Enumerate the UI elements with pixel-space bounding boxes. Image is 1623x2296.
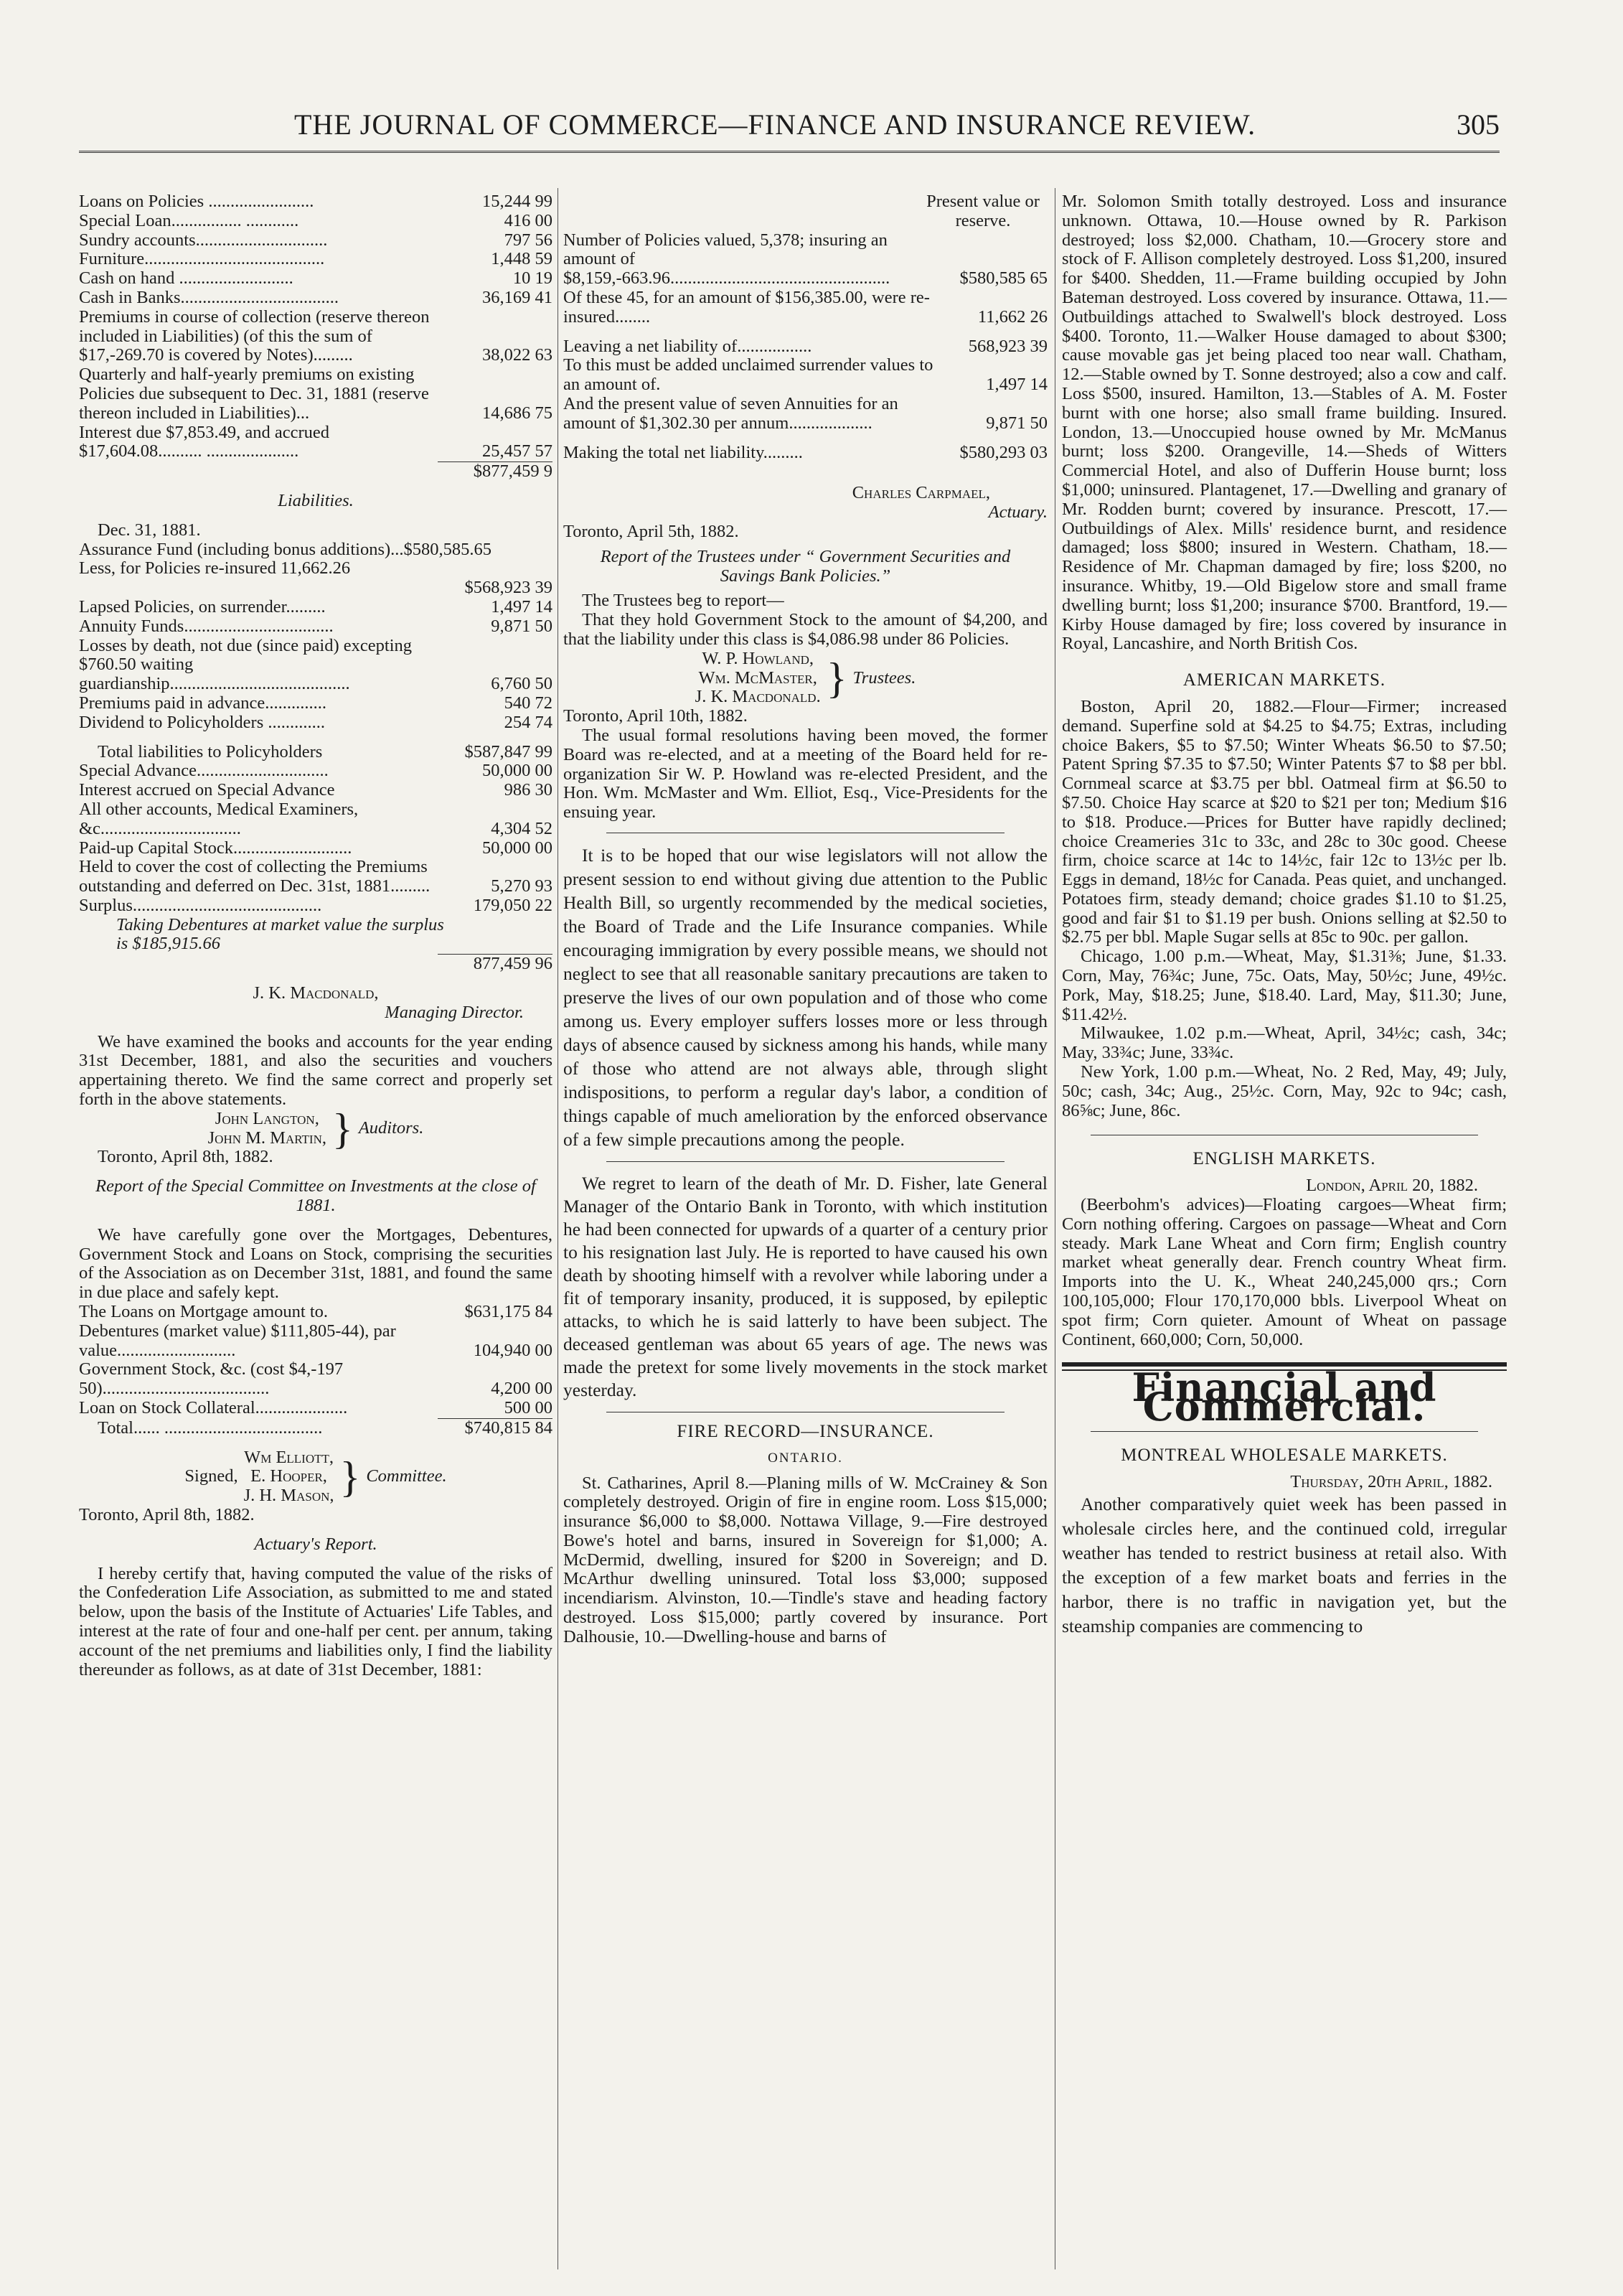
managing-director-title: Managing Director. xyxy=(385,1002,524,1022)
pv-row: And the present value of seven Annuities for an amount of $1,302.30 per annum................... 9,871 50 xyxy=(563,393,1048,433)
header-rule xyxy=(79,151,1500,153)
asset-row: Sundry accounts.............................. 797 56 xyxy=(79,230,552,250)
trustee-name: J. K. Macdonald. xyxy=(695,687,821,707)
asset-row: Cash in Banks.................................... 36,169 41 xyxy=(79,287,552,307)
present-value-heading: Present value or reserve. xyxy=(926,192,1040,230)
auditors-paragraph: We have examined the books and accounts for the year ending 31st December, 1881, and also the securities and vouchers appertaining thereto. We find the same correct and properly set forth in the above statements. xyxy=(79,1031,552,1110)
pv-row: Of these 45, for an amount of $156,385.00, were re-insured........ 11,662 26 xyxy=(563,287,1048,327)
committee-member: Wm Elliott, xyxy=(244,1447,334,1467)
liability-row: Special Advance.............................. 50,000 00 xyxy=(79,761,552,781)
investment-row: The Loans on Mortgage amount to. $631,175 84 xyxy=(79,1302,552,1322)
trustees-heading: Report of the Trustees under “ Government Securities and Savings Bank Policies.” xyxy=(600,546,1011,586)
asset-row: Loans on Policies ........................ 15,244 99 xyxy=(79,192,552,211)
liability-row: Interest accrued on Special Advance 986 30 xyxy=(79,780,552,800)
liabilities-list xyxy=(79,598,552,733)
managing-director-name: J. K. Macdonald, xyxy=(253,983,379,1003)
auditors-date: Toronto, April 8th, 1882. xyxy=(98,1147,273,1167)
liability-row: Premiums paid in advance.............. 540 72 xyxy=(79,693,552,713)
asset-row: Cash on hand .......................... 10 19 xyxy=(79,268,552,289)
brace-glyph: } xyxy=(826,654,847,702)
actuary-report-heading: Actuary's Report. xyxy=(254,1534,377,1554)
trustees-paragraph: That they hold Government Stock to the amount of $4,200, and that the liability under this class is $4,086.98 under 86 Policies. xyxy=(563,610,1048,649)
montreal-markets-heading: MONTREAL WHOLESALE MARKETS. xyxy=(1121,1445,1448,1466)
committee-heading: Report of the Special Committee on Investments at the close of 1881. xyxy=(95,1176,536,1216)
trustee-name: Wm. McMaster, xyxy=(698,667,817,688)
committee-member: E. Hooper, xyxy=(250,1466,327,1486)
page-number: 305 xyxy=(1457,108,1500,141)
liabilities-total-row: Total liabilities to Policyholders $587,847 99 xyxy=(98,741,552,762)
montreal-markets-date: Thursday, 20th April, 1882. xyxy=(1290,1471,1492,1491)
liability-row: All other accounts, Medical Examiners, &c................................ 4,304 52 xyxy=(79,799,552,838)
liability-row: Held to cover the cost of collecting the Premiums outstanding and deferred on Dec. 31st, 1881......... 5,270 93 xyxy=(79,857,552,896)
asset-row: Furniture......................................... 1,448 59 xyxy=(79,249,552,269)
fisher-obituary-paragraph: We regret to learn of the death of Mr. D. Fisher, late General Manager of the Ontario Bank in Toronto, with which institution he had been connected for upwards of a quarter of a century prior to his resignation last July. He is reported to have caused his own death by shooting himself with a revolver while laboring under a fit of temporary insanity, produced, it is supposed, by epileptic attacks, to which he is said latterly to have been subject. The deceased gentleman was about 65 years of age. The news was made the pretext for some lively movements in the stock market yesterday. xyxy=(563,1172,1048,1400)
committee-date: Toronto, April 8th, 1882. xyxy=(79,1505,255,1524)
assurance-fund-line-1: Assurance Fund (including bonus additions)...$580,585.65 xyxy=(79,539,492,559)
investments-list xyxy=(79,1303,552,1418)
liability-row: Losses by death, not due (since paid) excepting $760.50 waiting guardianship......................................... 6,760 50 xyxy=(79,635,552,694)
committee-paragraph: We have carefully gone over the Mortgages, Debentures, Government Stock and Loans on Stock, comprising the securities of the Association as on December 31st, 1881, and found the same in due place and safely kept. xyxy=(79,1224,552,1303)
committee-member: J. H. Mason, xyxy=(243,1486,334,1506)
page-header xyxy=(79,108,1500,151)
english-markets-paragraph: (Beerbohm's advices)—Floating cargoes—Wheat firm; Corn nothing offering. Cargoes on passage—Wheat and Corn steady. Mark Lane Wheat and Corn firm; English country market wheat generally dear. French country Wheat firm. Imports into the U. K., Wheat 240,245,000 qrs.; Corn 100,105,000; Flour 170,170,000 bbls. Liverpool Wheat on spot firm; Corn quieter. Amount of Wheat on passage Continent, 660,000; Corn, 50,000. xyxy=(1062,1195,1507,1349)
auditor-name: John M. Martin, xyxy=(207,1128,326,1148)
brace-glyph: } xyxy=(339,1453,361,1501)
asset-row: Special Loan................ ............ 416 00 xyxy=(79,210,552,230)
asset-row: Quarterly and half-yearly premiums on existing Policies due subsequent to Dec. 31, 1881 (reserve thereon included in Liabilities)... 14,686 75 xyxy=(79,365,552,423)
boston-market-paragraph: Boston, April 20, 1882.—Flour—Firmer; increased demand. Superfine sold at $4.25 to $4.75; Extras, including choice Bakers, $5 to $7.50; Winter Wheats $6.50 to $7.50; Patent Spring $7.35 to $7.50; Winter Patents $7 to $8 per bbl. Cornmeal scarce at $3.75 per bbl. Oatmeal firm at $6.50 to $7.50. Choice Hay scarce at $20 to $21 per ton; Medium $16 to $18. Produce.—Prices for Butter have rapidly declined; choice Creameries 31c to 33c, and 28c to 30c good. Cheese firm, choice scarce at 14c to 14½c, fair 12c to 13½c per lb. Eggs in demand, 18½c for Canada. Peas quiet, and unchanged. Potatoes firm, steady demand; choice grades $1.10 to $1.25, good and fair $1 to $1.19 per bush. Onions selling at $2.50 to $2.75 per bbl. Maple Sugar sells at 85c to 90c. per gallon. xyxy=(1062,696,1507,947)
pv-row: To this must be added unclaimed surrender values to an amount of. 1,497 14 xyxy=(563,355,1048,395)
asset-row: Premiums in course of collection (reserve thereon included in Liabilities) (of this the sum of $17,-269.70 is covered by Notes)......... 38,022 63 xyxy=(79,306,552,365)
liability-row: Dividend to Policyholders ............. 254 74 xyxy=(79,712,552,732)
column-1 xyxy=(79,192,552,1679)
investment-row: Government Stock, &c. (cost $4,-197 50)...................................... 4,200 00 xyxy=(79,1359,552,1399)
fire-record-continued: Mr. Solomon Smith totally destroyed. Loss and insurance unknown. Ottawa, 10.—House owned by R. Parkison destroyed; loss $2,000. Chatham, 10.—Grocery store and stock of F. Allison completely destroyed. Loss $1,200, insured for $400. Shedden, 11.—Frame building occupied by John Bateman destroyed. Loss covered by insurance. Ottawa, 11.—Outbuildings attached to Swalwell's block destroyed. Loss $400. Toronto, 11.—Walker House damaged to about $300; cause movable gas jet being placed too near wall. Chatham, 12.—Stable owned by T. Sonne destroyed; also a cow and calf. Loss $500, insured. Hamilton, 13.—Stables of A. M. Foster burnt with one horse; also small frame building. Insured. London, 13.—Unoccupied house owned by Mr. McManus burnt; loss $200. Orangeville, 14.—Sheds of Witters Commercial Hotel, and also of Dufferin House burnt; loss $1,000; uninsured. Plantagenet, 17.—Dwelling and granary of Mr. Rodden burnt; covered by insurance. Prescott, 17.—Outbuildings of Alex. Mills' residence burnt, and residence damaged; loss $800; insured in Western. Chatham, 18.—Residence of Mr. Chapman damaged by fire; loss $200, no insurance. Whitby, 19.—Old Bigelow store and small frame dwelling burnt; loss $1,200; insurance $700. Brantford, 19.—Kirby House damaged by fire; loss covered by insurance in Royal, Lancashire, and North British Cos. xyxy=(1062,192,1507,654)
liability-row: Paid-up Capital Stock........................... 50,000 00 xyxy=(79,838,552,858)
liability-row: Annuity Funds.................................. 9,871 50 xyxy=(79,616,552,636)
actuary-title: Actuary. xyxy=(988,502,1048,523)
milwaukee-market-paragraph: Milwaukee, 1.02 p.m.—Wheat, April, 34½c; cash, 34c; May, 33¾c; June, 33¾c. xyxy=(1062,1023,1507,1063)
brace-glyph: } xyxy=(332,1105,353,1153)
section-rule xyxy=(1091,1431,1478,1432)
auditor-name: John Langton, xyxy=(215,1108,319,1128)
surplus-note: Taking Debentures at market value the surplus is $185,915.66 xyxy=(116,914,444,954)
liability-row: Surplus........................................... 179,050 22 xyxy=(79,895,552,915)
investment-row: Loan on Stock Collateral..................... 500 00 xyxy=(79,1398,552,1418)
fire-record-paragraph: St. Catharines, April 8.—Planing mills of W. McCrainey & Son completely destroyed. Origin of fire in engine room. Loss $15,000; insurance $6,000 to $8,000. Nottawa Village, 9.—Fire destroyed Bowe's hotel and barns, insured in Sovereign for $1,000; A. McDermid, dwelling, insured for $200 in Sovereign; and D. McArthur dwelling uninsured. Total loss $3,000; supposed incendiarism. Alvinston, 10.—Tindle's stave and heading factory destroyed. Loss $15,000; partly covered by insurance. Port Dalhousie, 10.—Dwelling-house and barns of xyxy=(563,1473,1048,1646)
section-rule xyxy=(606,1161,1005,1162)
trustees-intro: The Trustees beg to report— xyxy=(582,591,784,611)
investment-row: Debentures (market value) $111,805-44), par value........................... 104,940 00 xyxy=(79,1321,552,1360)
asset-row: Interest due $7,853.49, and accrued $17,604.08.......... ..................... 25,457 57 xyxy=(79,422,552,461)
english-markets-date: London, April 20, 1882. xyxy=(1306,1176,1478,1196)
committee-label: Committee. xyxy=(366,1466,447,1486)
liabilities-more-list xyxy=(79,762,552,915)
health-bill-paragraph: It is to be hoped that our wise legislators will not allow the present session to end without giving due attention to the Public Health Bill, so urgently recommended by the medical societies, the Board of Trade and the Life Insurance companies. While encouraging immigration by every possible means, we should not neglect to see that all reasonable sanitary precautions are taken to preserve the lives of our own population and of those who come among us. Every employer suffers losses more or less through days of absence caused by sickness among his hands, while many of those who attend are not always able, through slight indispositions, to perform a regular day's labor, a condition of things capable of much amelioration by the enforced observance of a few simple precautions among the people. xyxy=(563,844,1048,1150)
board-paragraph: The usual formal resolutions having been moved, the former Board was re-elected, and at a meeting of the Board held for re-organization Sir W. P. Howland was re-elected President, and the Hon. Wm. McMaster and Wm. Elliot, Esq., Vice-Presidents for the ensuing year. xyxy=(563,725,1048,823)
trustee-name: W. P. Howland, xyxy=(702,648,814,668)
signed-label: Signed, xyxy=(184,1466,238,1486)
montreal-markets-paragraph: Another comparatively quiet week has been passed in wholesale circles here, and the continued cold, irregular weather has tended to restrict business at retail also. With the exception of a few market boats and ferries in the harbor, there is no traffic in navigation yet, but the steamship companies are commencing to xyxy=(1062,1493,1507,1636)
journal-title: THE JOURNAL OF COMMERCE—FINANCE AND INSURANCE REVIEW. xyxy=(294,108,1256,141)
actuary-name: Charles Carpmael, xyxy=(852,483,990,503)
present-value-list xyxy=(563,231,1048,463)
grand-total: 877,459 96 xyxy=(473,954,552,974)
investments-total-row: Total...... .................................... $740,815 84 xyxy=(98,1418,552,1438)
liabilities-heading: Liabilities. xyxy=(278,490,354,510)
liabilities-date: Dec. 31, 1881. xyxy=(98,520,201,540)
assurance-fund-line-2: Less, for Policies re-insured 11,662.26 xyxy=(79,558,351,578)
fire-record-subheading: ONTARIO. xyxy=(768,1450,843,1466)
newyork-market-paragraph: New York, 1.00 p.m.—Wheat, No. 2 Red, May, 49; July, 50c; cash, 34c; Aug., 25½c. Corn, May, 92c to 94c; cash, 86⅝c; June, 86c. xyxy=(1062,1062,1507,1120)
column-3 xyxy=(1062,192,1507,1639)
assurance-fund-net: $568,923 39 xyxy=(464,578,552,598)
fire-record-heading: FIRE RECORD—INSURANCE. xyxy=(677,1421,934,1441)
trustees-label: Trustees. xyxy=(852,667,916,688)
english-markets-heading: ENGLISH MARKETS. xyxy=(1192,1149,1376,1169)
assets-list xyxy=(79,192,552,461)
liability-row: Lapsed Policies, on surrender......... 1,497 14 xyxy=(79,596,552,617)
auditors-signatures xyxy=(79,1105,552,1153)
pv-row: Leaving a net liability of................. 568,923 39 xyxy=(563,336,1048,356)
american-markets-heading: AMERICAN MARKETS. xyxy=(1182,670,1386,690)
pv-row: Number of Policies valued, 5,378; insuring an amount of $8,159,-663.96.................................................. $580,585 65 xyxy=(563,230,1048,289)
chicago-market-paragraph: Chicago, 1.00 p.m.—Wheat, May, $1.31⅜; June, $1.33. Corn, May, 76¾c; June, 75c. Oats, May, 50½c; June, 49½c. Pork, May, $18.25; June, $18.40. Lard, May, $11.30; June, $11.42½. xyxy=(1062,947,1507,1024)
actuary-date: Toronto, April 5th, 1882. xyxy=(563,521,739,541)
assets-total: $877,459 9 xyxy=(473,461,552,482)
financial-commercial-heading: Financial and Commercial. xyxy=(1132,1364,1437,1430)
trustees-signatures xyxy=(563,650,1048,707)
pv-row: Making the total net liability......... $580,293 03 xyxy=(563,442,1048,462)
committee-signatures xyxy=(79,1448,552,1506)
trustees-date: Toronto, April 10th, 1882. xyxy=(563,706,748,726)
actuary-paragraph: I hereby certify that, having computed the value of the risks of the Confederation Life Association, as submitted to me and stated below, upon the basis of the Institute of Actuaries' Life Tables, and interest at the rate of four and one-half per cent. per annum, taking account of the net premiums and liabilities only, I find the liability thereunder as follows, as at date of 31st December, 1881: xyxy=(79,1563,552,1679)
auditors-label: Auditors. xyxy=(358,1118,424,1138)
column-2 xyxy=(563,192,1048,1647)
